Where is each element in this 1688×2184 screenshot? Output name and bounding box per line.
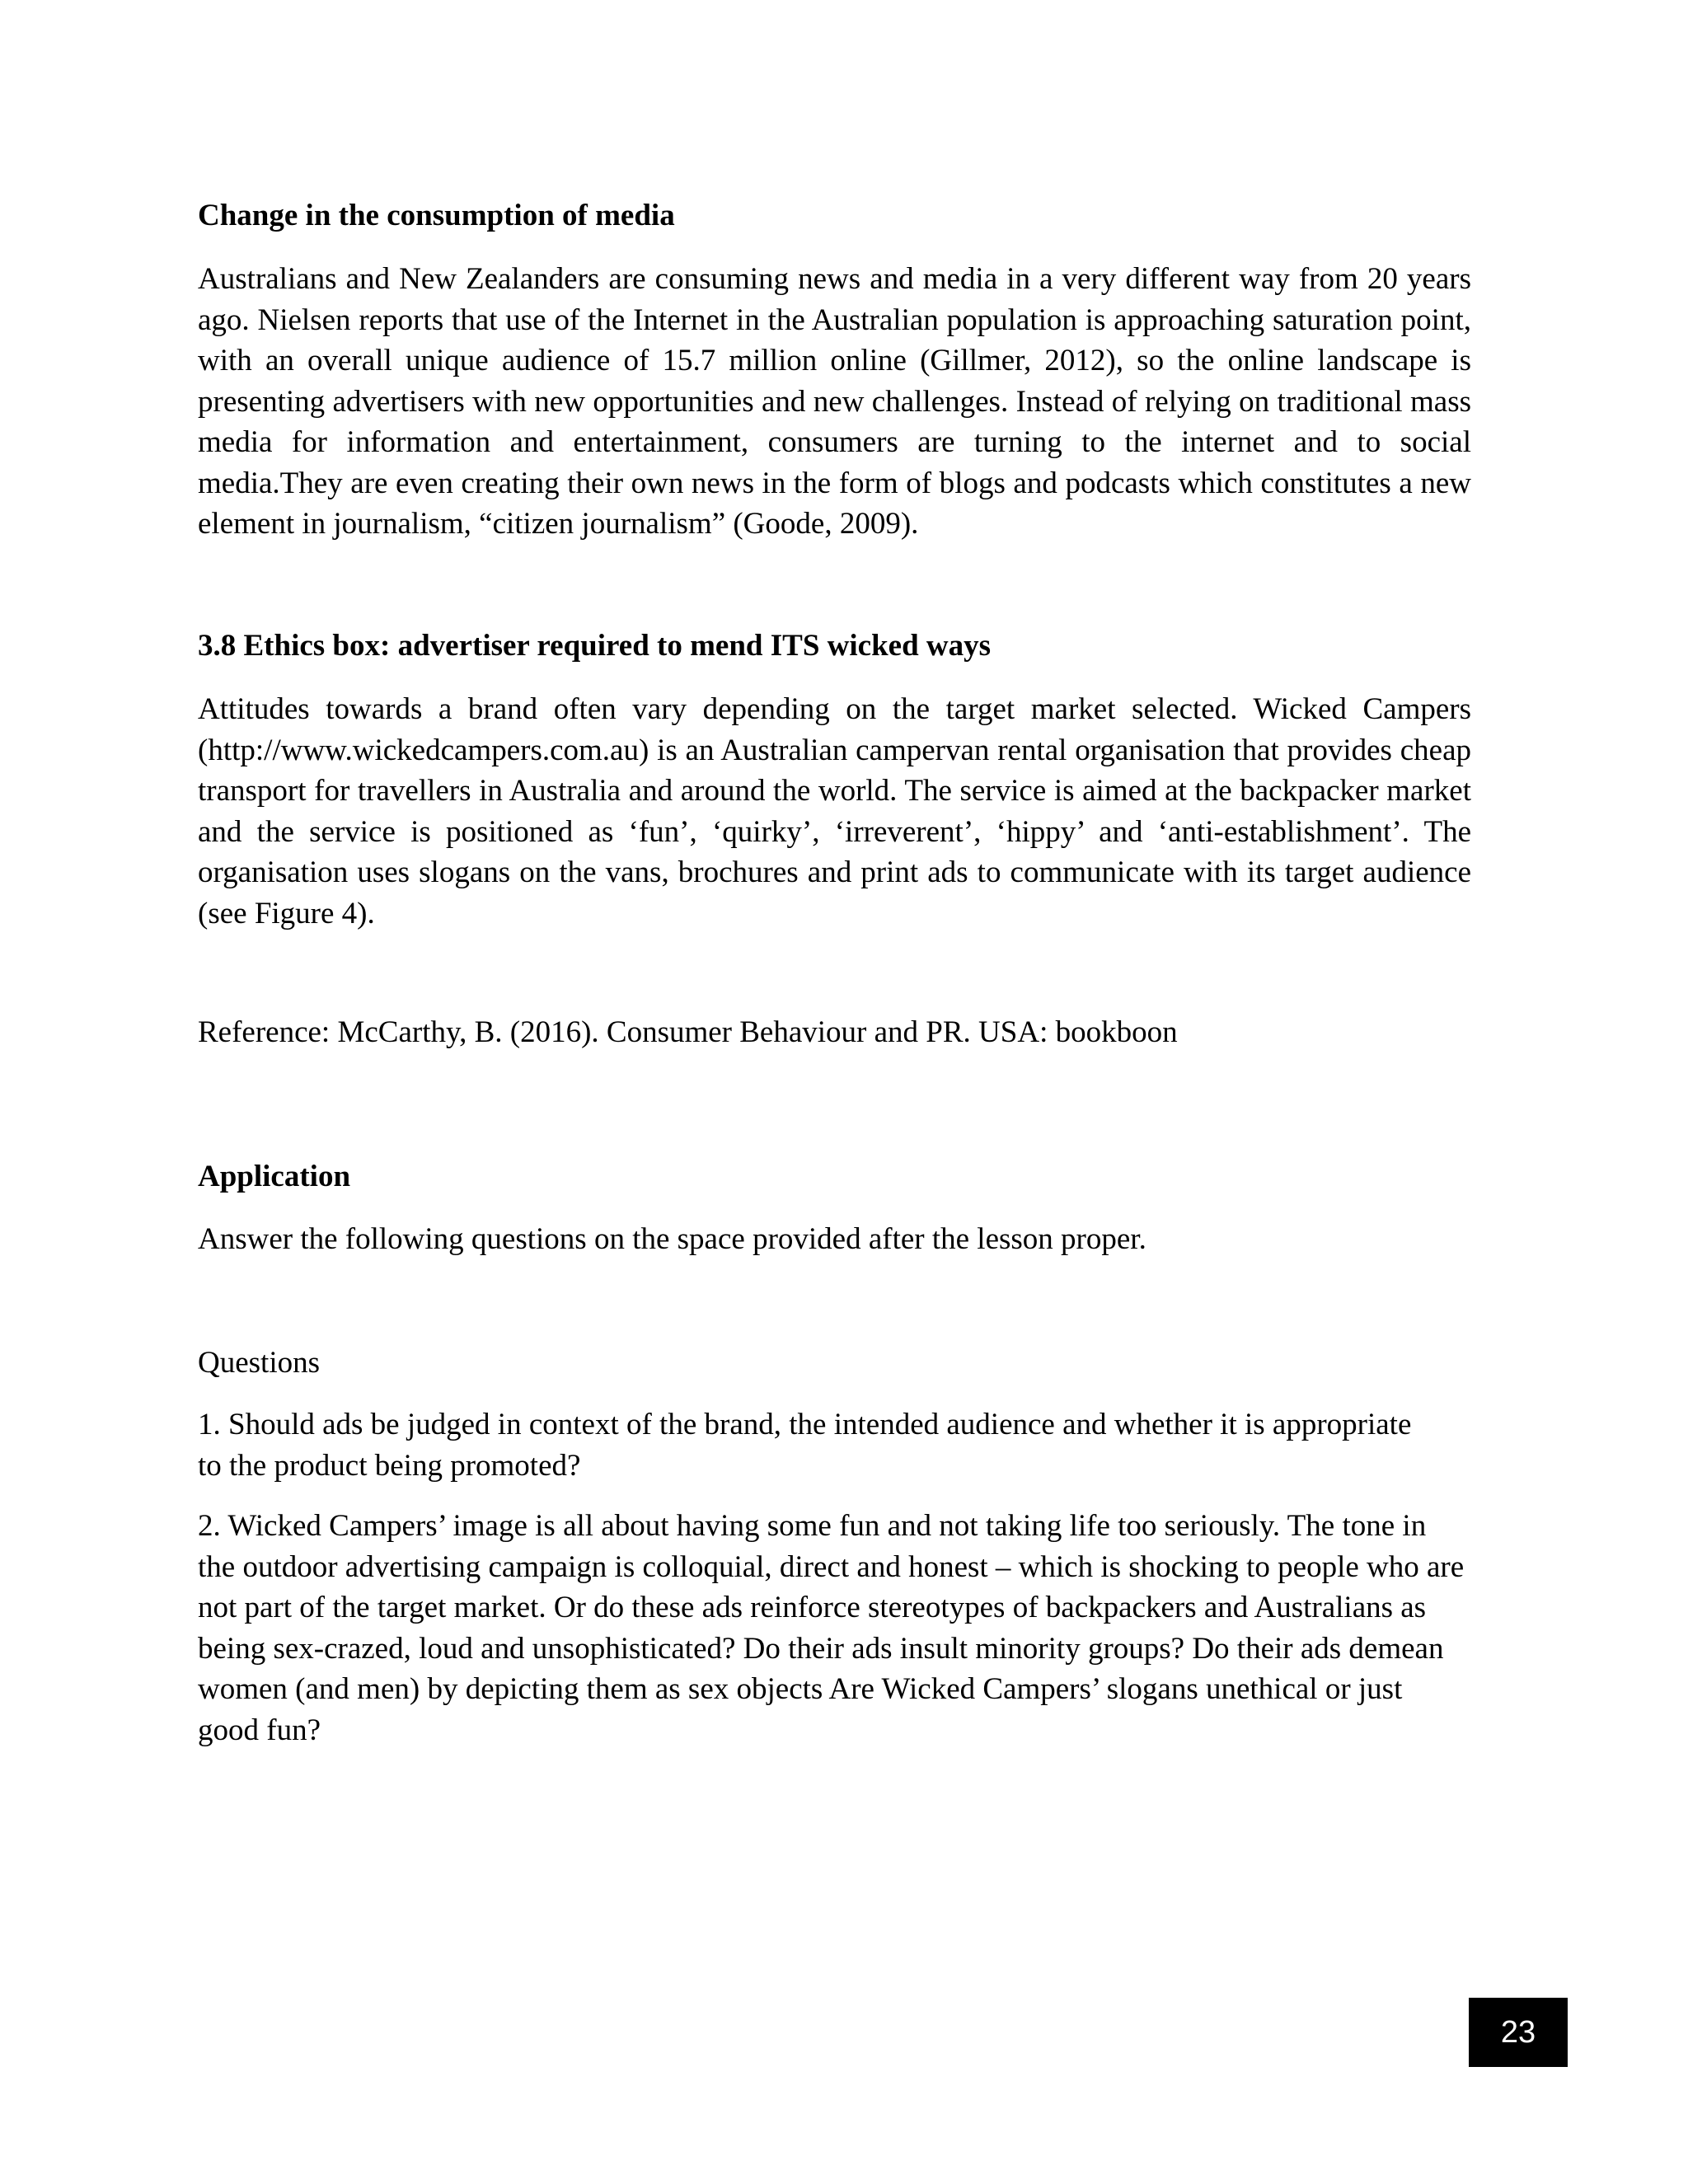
application-section (198, 1156, 1471, 1197)
ethics-section (198, 626, 1471, 667)
page-number-badge: 23 (1469, 1998, 1568, 2067)
question-1-block (198, 1404, 1434, 1486)
questions-label-block (198, 1343, 1471, 1384)
media-section (198, 195, 1471, 237)
ethics-section-body (198, 689, 1471, 934)
application-section-body (198, 1219, 1471, 1260)
ethics-heading: 3.8 Ethics box: advertiser required to mend ITS wicked ways (198, 629, 992, 663)
reference-text: Reference: McCarthy, B. (2016). Consumer Behaviour and PR. USA: bookboon (198, 1015, 1178, 1049)
question-2-block (198, 1506, 1467, 1750)
questions-label: Questions (198, 1346, 320, 1380)
question-item: 1. Should ads be judged in context of the brand, the intended audience and whether it is appropriate to the product being promoted? (198, 1408, 1412, 1483)
reference-block (198, 1012, 1471, 1053)
ethics-paragraph: Attitudes towards a brand often vary depending on the target market selected. Wicked Campers (http://www.wickedcampers.com.au) is an Australian campervan rental organisation that provides cheap transport for travellers in Australia and around the world. The service is aimed at the backpacker market and the service is positioned as ‘fun’, ‘quirky’, ‘irreverent’, ‘hippy’ and ‘anti-establishment’. The organisation uses slogans on the vans, brochures and print ads to communicate with its target audience (see Figure 4). (198, 692, 1471, 930)
media-paragraph: Australians and New Zealanders are consuming news and media in a very different way from 20 years ago. Nielsen reports that use of the Internet in the Australian population is approaching saturation point, with an overall unique audience of 15.7 million online (Gillmer, 2012), so the online landscape is presenting advertisers with new opportunities and new challenges. Instead of relying on traditional mass media for information and entertainment, consumers are turning to the internet and to social media.They are even creating their own news in the form of blogs and podcasts which constitutes a new element in journalism, “citizen journalism” (Goode, 2009). (198, 262, 1471, 541)
media-section-body (198, 259, 1471, 545)
question-item: 2. Wicked Campers’ image is all about having some fun and not taking life too seriously. The tone in the outdoor advertising campaign is colloquial, direct and honest – which is shocking to people who are not part of the target market. Or do these ads reinforce stereotypes of backpackers and Australians as being sex-crazed, loud and unsophisticated? Do their ads insult minority groups? Do their ads demean women (and men) by depicting them as sex objects Are Wicked Campers’ slogans unethical or just good fun? (198, 1509, 1465, 1747)
media-heading: Change in the consumption of media (198, 199, 675, 232)
application-instruction: Answer the following questions on the space provided after the lesson proper. (198, 1222, 1146, 1256)
application-heading: Application (198, 1160, 351, 1193)
